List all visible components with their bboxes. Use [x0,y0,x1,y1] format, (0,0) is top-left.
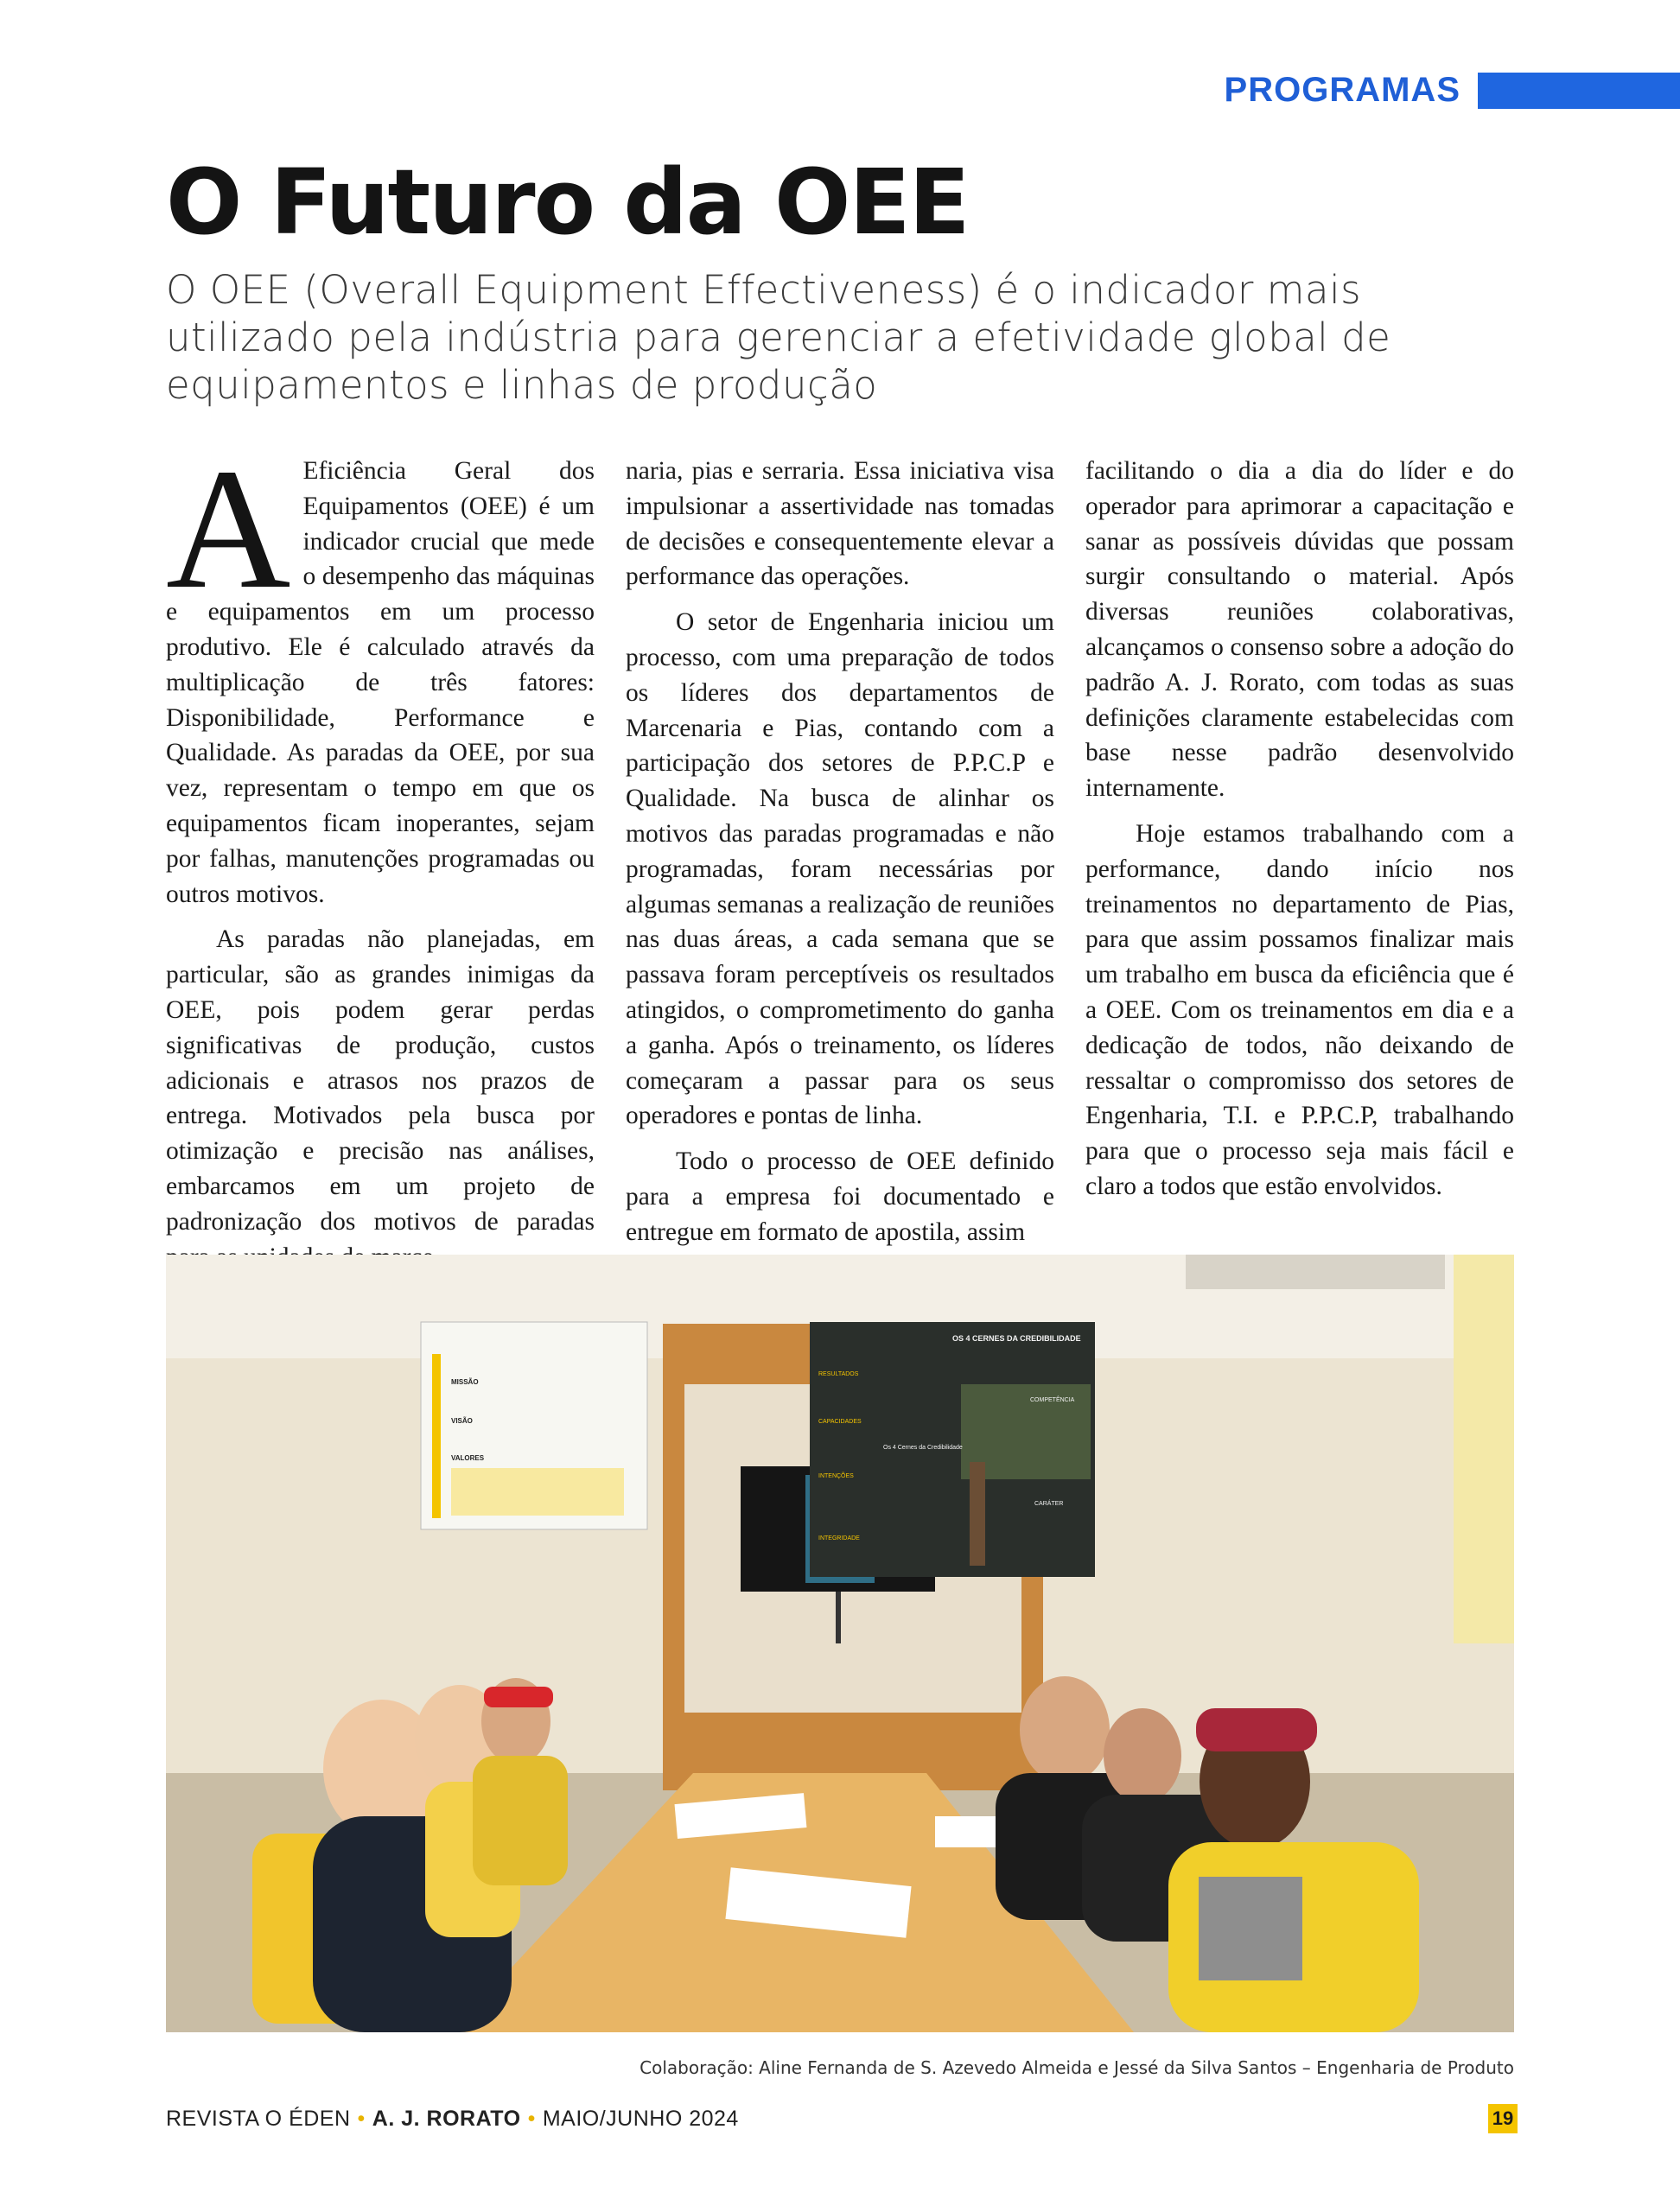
poster-item: CARÁTER [1034,1501,1064,1507]
drop-cap: A [166,434,291,625]
poster-item: VALORES [451,1454,485,1462]
paragraph: Todo o processo de OEE definido para a empresa foi documentado e entregue em formato de apostila, assim [626,1147,1054,1246]
column-3 [1085,454,1514,1274]
paragraph: naria, pias e serraria. Essa iniciativa visa impulsionar a assertividade nas tomadas de decisões e consequentemente elevar a performance das operações. [626,457,1054,591]
article-subtitle: O OEE (Overall Equipment Effectiveness) é o indicador mais utilizado pela indústria para gerenciar a efetividade global de equipamentos e linhas de produção [166,267,1391,408]
column-1 [166,434,595,1274]
poster-title: OS 4 CERNES DA CREDIBILIDADE [952,1334,1081,1343]
poster-item: INTEGRIDADE [818,1535,860,1541]
paragraph: facilitando o dia a dia do líder e do operador para aprimorar a capacitação e sanar as possíveis dúvidas que possam surgir consultando o material. Após diversas reuniões colaborativas, alcançamos o consenso sobre a adoção do padrão A. J. Rorato, com todas as suas definições claramente estabelecidas com base nesse padrão desenvolvido internamente. [1085,457,1514,803]
section-accent-bar [1478,73,1680,109]
brand-name: A. J. RORATO [372,2107,521,2131]
separator: • [527,2107,536,2131]
photo-caption: Colaboração: Aline Fernanda de S. Azevedo Almeida e Jessé da Silva Santos – Engenharia de Produto [640,2057,1514,2078]
paragraph: Hoje estamos trabalhando com a performance, dando início nos treinamentos no departamento de Pias, para que assim possamos finalizar mais um trabalho em busca da eficiência que é a OEE. Com os treinamentos em dia e a dedicação de todos, não deixando de ressaltar o compromisso dos setores de Engenharia, T.I. e P.P.C.P, trabalhando para que o processo seja mais fácil e claro a todos que estão envolvidos. [1085,819,1514,1200]
paragraph [166,434,595,912]
issue-date: MAIO/JUNHO 2024 [542,2107,739,2131]
poster-item: INTENÇÕES [818,1473,854,1479]
credibility-poster [810,1322,1095,1577]
page-number: 19 [1488,2104,1518,2133]
paragraph: As paradas não planejadas, em particular, são as grandes inimigas da OEE, pois podem gerar perdas significativas de produção, custos adicionais e atrasos nos prazos de entrega. Motivados pela busca por otimização e precisão nas análises, embarcamos em um projeto de padronização dos motivos de paradas [166,925,595,1236]
poster-item: VISÃO [451,1417,473,1425]
meeting-photo [166,1255,1514,2032]
section-label: PROGRAMAS [1224,71,1460,109]
poster-center: Os 4 Cernes da Credibilidade [883,1445,963,1451]
mission-poster [421,1322,647,1529]
article-body [166,434,1514,1246]
poster-item: MISSÃO [451,1378,479,1386]
article-title: O Futuro da OEE [166,149,969,255]
paragraph-text: Eficiência Geral dos Equipamentos (OEE) é um indicador crucial que mede o desempenho das máquinas e equipamentos em um processo produtivo. Ele é calculado através da multiplicação de três fatores: Disponibilidade, Performance e Qualidade. As paradas da OEE, por sua vez, representam o tempo em que os equipamentos ficam inoperantes, sejam por falhas, manutenções programadas ou outros motivos. [166,457,595,908]
poster-item: CAPACIDADES [818,1419,862,1425]
poster-item: RESULTADOS [818,1371,859,1377]
magazine-name: REVISTA O ÉDEN [166,2107,351,2131]
separator: • [357,2107,366,2131]
paragraph: O setor de Engenharia iniciou um processo, com uma preparação de todos os líderes dos departamentos de Marcenaria e Pias, contando com a participação dos setores de P.P.C.P e Qualidade. Na busca de alinhar os motivos das paradas programadas e não programadas, foram necessárias por algumas semanas a realização de reuniões nas duas áreas, a cada semana que se passava foram perceptíveis os resultados atingidos, o comprometimento do ganha a ganha. Após o treinamento, os líderes começaram a passar para os seus operadores e pontas de linha. [626,608,1054,1130]
page-footer [166,2107,739,2132]
column-2 [626,454,1054,1274]
poster-item: COMPETÊNCIA [1030,1397,1075,1403]
